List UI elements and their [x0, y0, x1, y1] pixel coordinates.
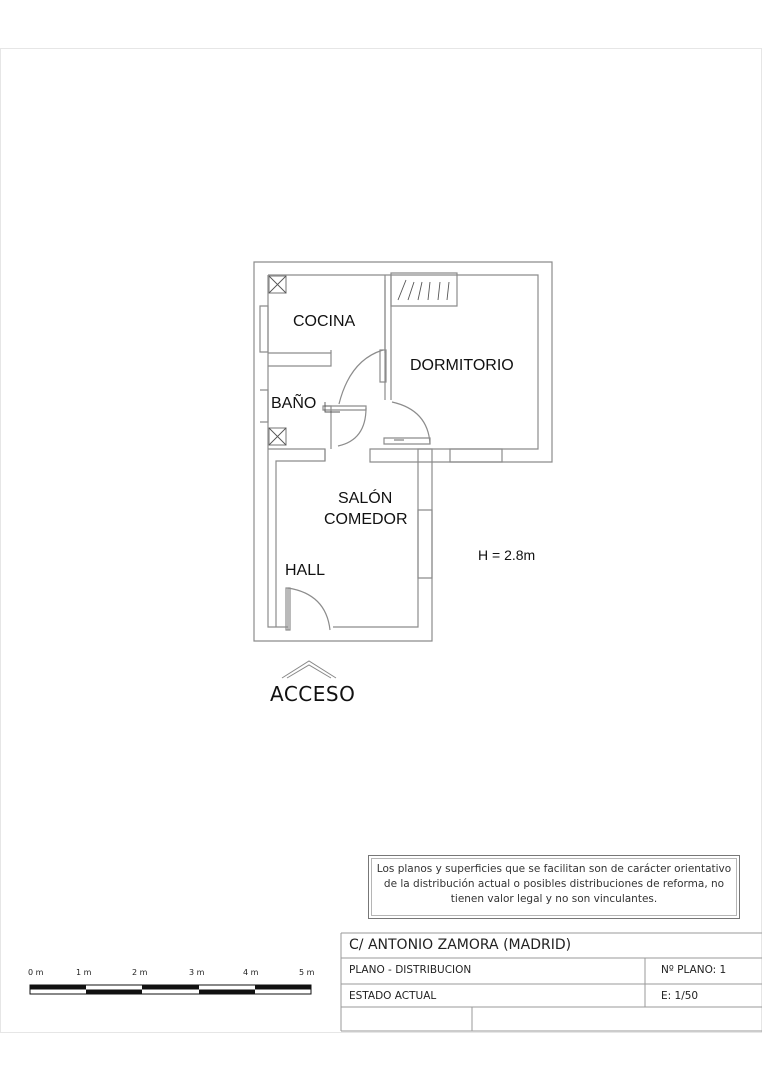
scale-label-2: 2 m	[132, 968, 148, 977]
scale-label-1: 1 m	[76, 968, 92, 977]
room-label-bano: BAÑO	[271, 395, 317, 412]
scale-label-5: 5 m	[299, 968, 315, 977]
title-plan-number: Nº PLANO: 1	[661, 964, 727, 976]
scale-segment	[30, 985, 86, 990]
access-arrow-inner	[287, 665, 331, 678]
title-state: ESTADO ACTUAL	[349, 990, 437, 1002]
disclaimer-box	[368, 855, 740, 919]
door-swing-bath	[338, 408, 366, 446]
wardrobe	[391, 273, 457, 306]
door-swing-kitchen	[339, 350, 383, 404]
window-bedroom	[450, 449, 502, 462]
room-label-cocina: COCINA	[293, 313, 356, 330]
access-label: ACCESO	[270, 682, 356, 706]
scale-bar	[30, 985, 311, 994]
kitchen-bath-wall	[268, 353, 331, 366]
scale-label-3: 3 m	[189, 968, 205, 977]
scale-segment	[255, 985, 311, 990]
scale-label-4: 4 m	[243, 968, 259, 977]
room-label-salon: SALÓN	[338, 490, 393, 507]
salon-bedroom-wall	[370, 449, 432, 462]
room-label-hall: HALL	[285, 562, 326, 579]
title-address: C/ ANTONIO ZAMORA (MADRID)	[349, 937, 572, 953]
scale-segment	[86, 990, 142, 995]
access-arrow-outer	[282, 661, 336, 678]
door-swing-entry	[288, 588, 330, 630]
disclaimer-text: Los planos y superficies que se facilitan son de carácter orientativo de la distribución actual o posibles distribuciones de reforma, no tienen valor legal y no son vinculantes.	[376, 863, 732, 905]
room-label-comedor: COMEDOR	[324, 511, 408, 528]
room-label-dormitorio: DORMITORIO	[410, 357, 514, 374]
title-plan-type: PLANO - DISTRIBUCION	[349, 964, 472, 976]
title-scale: E: 1/50	[661, 990, 699, 1002]
scale-segment	[199, 990, 255, 995]
scale-label-0: 0 m	[28, 968, 44, 977]
wardrobe-hangers	[398, 280, 449, 300]
ceiling-height-label: H = 2.8m	[478, 547, 536, 563]
scale-segment	[142, 985, 199, 990]
window-salon	[418, 510, 432, 578]
window-kitchen	[260, 306, 268, 352]
